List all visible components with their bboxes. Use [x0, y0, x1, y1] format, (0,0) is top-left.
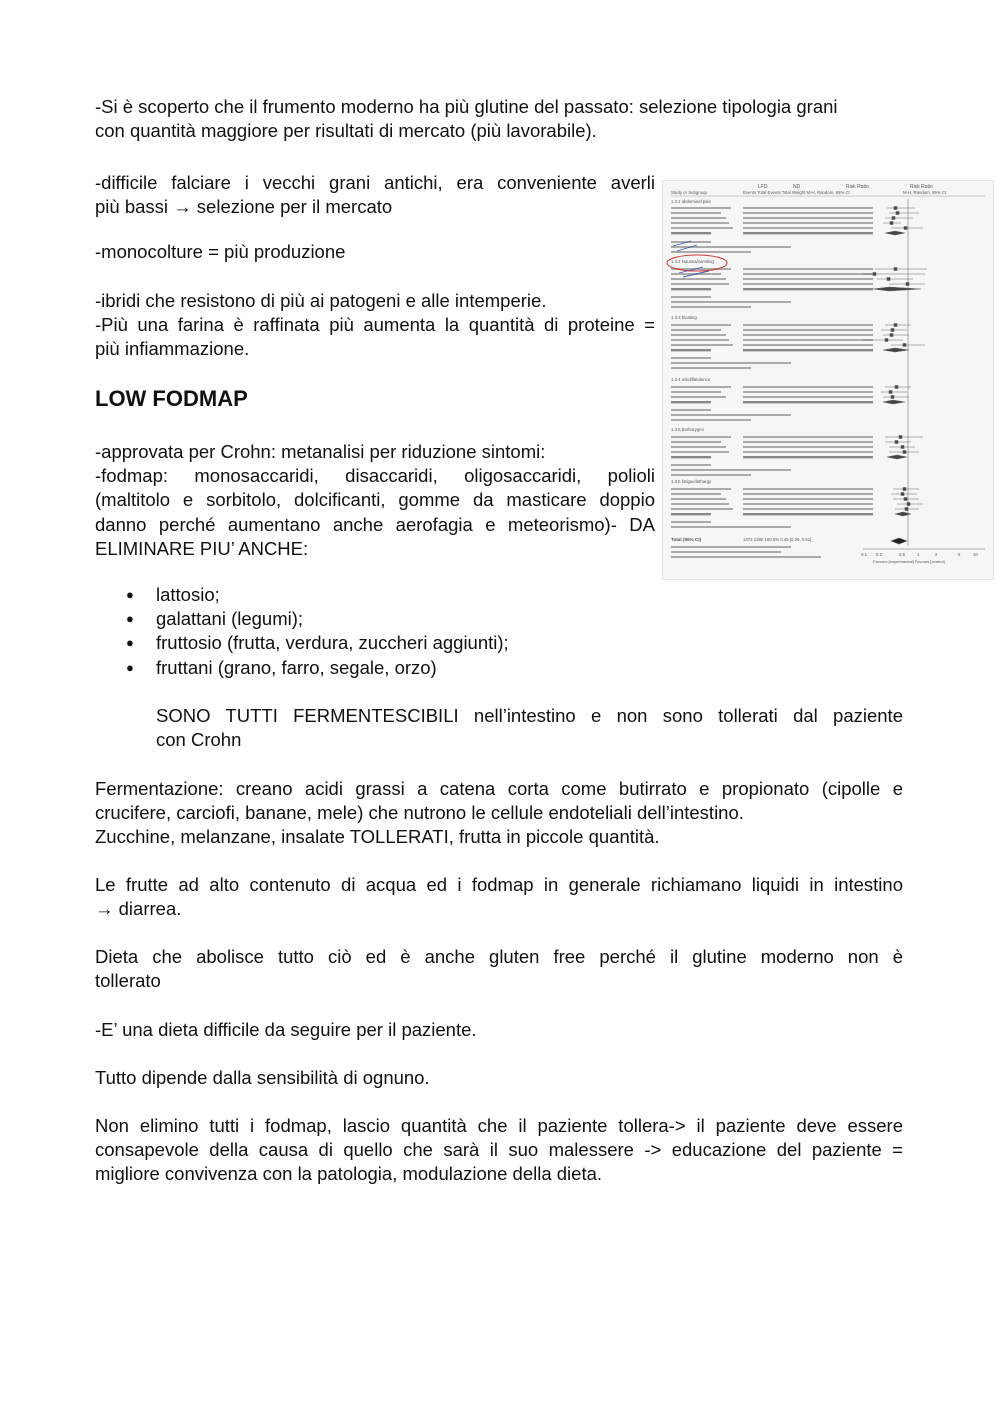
paragraph-difficult-diet — [95, 1018, 477, 1042]
tick-label: 0.5 — [899, 552, 905, 557]
paragraph-gluten-free — [95, 945, 903, 993]
list-item: ● fruttosio (frutta, verdura, zuccheri aggiunti); — [95, 631, 509, 655]
axis-caption: Favours [experimental] Favours [control] — [873, 559, 945, 564]
tick-label: 10 — [973, 552, 978, 557]
text-line: -Più una farina è raffinata più aumenta la quantità di proteine = — [95, 314, 655, 336]
list-item: ● fruttani (grano, farro, segale, orzo) — [95, 656, 509, 680]
text-line: -fodmap: monosaccaridi, disaccaridi, oligosaccaridi, polioli — [95, 465, 655, 487]
text-line: Non elimino tutti i fodmap, lascio quantità che il paziente tollera-> il paziente deve essere — [95, 1115, 903, 1136]
text-line: consapevole della causa di quello che sarà il suo malessere -> educazione del paziente = — [95, 1139, 903, 1161]
text-line: -difficile falciare i vecchi grani antichi, era conveniente averli — [95, 172, 655, 193]
text-line: con quantità maggiore per risultati di mercato (più lavorabile). — [95, 120, 597, 142]
paragraph-hybrids — [95, 289, 655, 362]
header-rr2: Risk Ratio — [910, 184, 933, 190]
section-label: 1.3.1 abdominal pain — [671, 199, 711, 204]
text-line: con Crohn — [156, 729, 242, 751]
header-mid: Events Total Events Total Weight M-H, Random, 95% CI — [743, 190, 850, 195]
text-line: migliore convivenza con la patologia, modulazione della dieta. — [95, 1163, 603, 1185]
axis-ticks — [861, 552, 978, 557]
paragraph-diarrhea — [95, 873, 903, 921]
text-line: → diarrea. — [95, 898, 182, 920]
tick-label: 0.2 — [876, 552, 882, 557]
header-study: Study or Subgroup — [671, 190, 707, 195]
list-item: ● galattani (legumi); — [95, 607, 509, 631]
fodmap-bullet-list — [95, 583, 509, 680]
text-line: Fermentazione: creano acidi grassi a catena corta come butirrato e propionato (cipolle e — [95, 778, 903, 799]
text-line: SONO TUTTI FERMENTESCIBILI nell’intestino e non sono tollerati dal paziente — [156, 705, 903, 726]
text-line: -Si è scoperto che il frumento moderno ha più glutine del passato: selezione tipologia grani — [95, 96, 838, 117]
text-line: (maltitolo e sorbitolo, dolcificanti, gomme da masticare doppio — [95, 489, 655, 511]
forest-plot-svg — [663, 181, 993, 579]
total-label: Total (95% CI) — [671, 537, 702, 542]
paragraph-patient-education — [95, 1114, 903, 1187]
list-item: ● lattosio; — [95, 583, 509, 607]
text-line: crucifere, carciofi, banane, mele) che nutrono le cellule endoteliali dell’intestino. — [95, 802, 744, 824]
paragraph-fodmap-definition — [95, 440, 655, 561]
text-line: più infiammazione. — [95, 338, 250, 360]
section-label: 1.3.6 fatigue/lethargy — [671, 479, 712, 484]
total-values: 1372 1380 100.0% 0.49 [0.39, 0.61] — [743, 537, 812, 542]
text-line: Le frutte ad alto contenuto di acqua ed i fodmap in generale richiamano liquidi in intestino — [95, 874, 903, 895]
text-line: ELIMINARE PIU’ ANCHE: — [95, 537, 309, 559]
text-line: Zucchine, melanzane, insalate TOLLERATI, frutta in piccole quantità. — [95, 826, 660, 848]
text-line: -monocolture = più produzione — [95, 241, 346, 262]
tick-label: 5 — [958, 552, 961, 557]
paragraph-sensitivity — [95, 1066, 430, 1090]
text-line: Tutto dipende dalla sensibilità di ognuno. — [95, 1067, 430, 1088]
tick-label: 2 — [935, 552, 938, 557]
section-label: 1.3.5 Borborygmi — [671, 427, 704, 432]
forest-plot-image — [662, 180, 994, 580]
text-line: più bassi → selezione per il mercato — [95, 196, 393, 218]
text-line: tollerato — [95, 970, 161, 992]
header-right: M-H, Random, 95% CI — [903, 190, 947, 195]
tick-label: 0.1 — [861, 552, 867, 557]
tick-label: 1 — [917, 552, 920, 557]
text-line: danno perché aumentano anche aerofagia e meteorismo)- DA — [95, 513, 655, 535]
section-label: 1.3.3 bloating — [671, 315, 697, 320]
header-nd: ND — [793, 184, 801, 190]
text-line: -approvata per Crohn: metanalisi per riduzione sintomi: — [95, 441, 546, 462]
text-line: -E’ una dieta difficile da seguire per il paziente. — [95, 1019, 477, 1040]
paragraph-wheat-selection — [95, 95, 838, 143]
paragraph-fermentation — [95, 777, 903, 850]
paragraph-fermentescibili — [156, 704, 903, 752]
text-line: Dieta che abolisce tutto ciò ed è anche gluten free perché il glutine moderno non è — [95, 946, 903, 967]
header-rr: Risk Ratio — [846, 184, 869, 190]
paragraph-monocultures — [95, 240, 345, 264]
section-heading-low-fodmap: LOW FODMAP — [95, 386, 248, 411]
section-label: 1.3.2 Nausea/vomiting — [671, 259, 714, 264]
header-lfd: LFD — [758, 184, 768, 190]
section-label: 1.3.4 wind/flatulence — [671, 377, 711, 382]
paragraph-ancient-grains — [95, 171, 655, 219]
text-line: -ibridi che resistono di più ai patogeni e alle intemperie. — [95, 290, 547, 311]
